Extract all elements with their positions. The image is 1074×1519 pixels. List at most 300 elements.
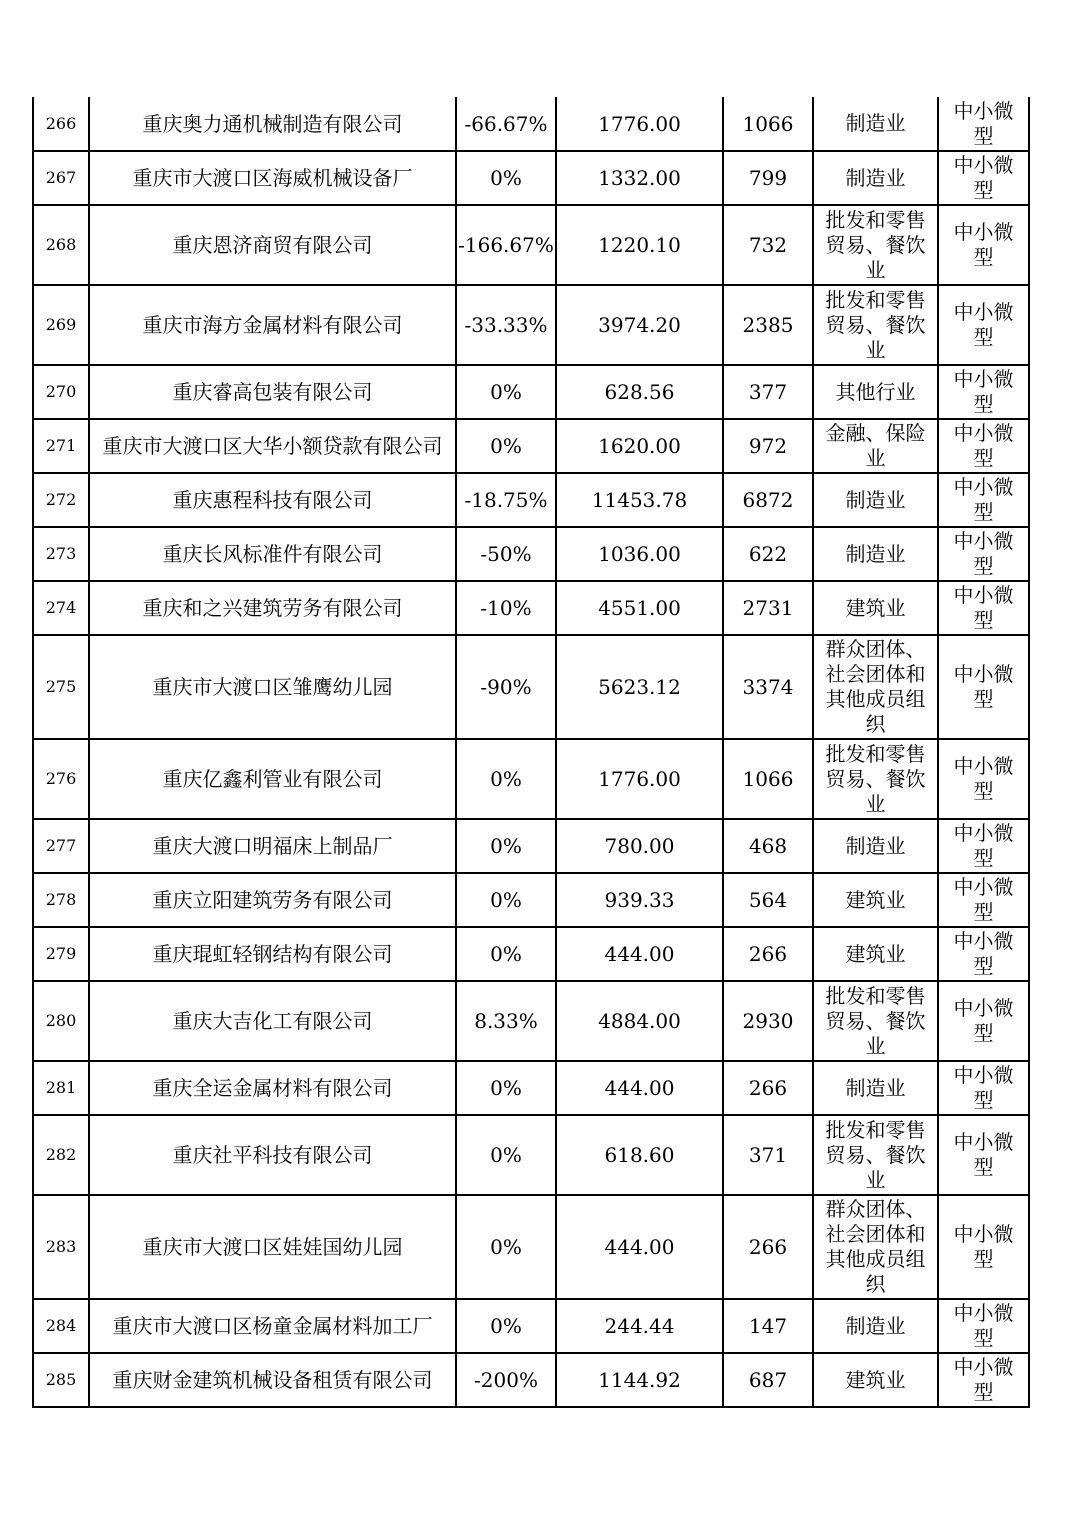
industry-category-cell <box>813 365 938 419</box>
industry-category-cell <box>813 1195 938 1299</box>
company-name: 重庆恩济商贸有限公司 <box>172 233 373 257</box>
company-name: 重庆社平科技有限公司 <box>172 1143 373 1167</box>
change-rate-cell <box>456 819 556 873</box>
table-row <box>33 739 1029 819</box>
change-rate-cell <box>456 285 556 365</box>
industry-category: 批发和零售贸易、餐饮业 <box>825 207 926 282</box>
company-name-cell <box>89 527 456 581</box>
enterprise-type-cell <box>938 419 1029 473</box>
company-name: 重庆和之兴建筑劳务有限公司 <box>142 596 403 620</box>
amount-value: 1332.00 <box>598 166 681 190</box>
company-name: 重庆全运金属材料有限公司 <box>152 1076 393 1100</box>
industry-category-cell <box>813 1115 938 1195</box>
industry-category-cell <box>813 739 938 819</box>
enterprise-type-cell <box>938 1115 1029 1195</box>
count-value: 732 <box>748 233 788 257</box>
table-row <box>33 927 1029 981</box>
company-name-cell <box>89 1299 456 1353</box>
enterprise-type: 中小微型 <box>953 875 1014 924</box>
company-name: 重庆惠程科技有限公司 <box>172 488 373 512</box>
enterprise-type: 中小微型 <box>953 1301 1014 1350</box>
table-row <box>33 1061 1029 1115</box>
company-name-cell <box>89 873 456 927</box>
count-value: 2930 <box>742 1009 794 1033</box>
amount-value-cell <box>556 927 723 981</box>
count-value: 3374 <box>742 675 794 699</box>
industry-category-cell <box>813 581 938 635</box>
row-number: 276 <box>45 769 77 788</box>
company-name-cell <box>89 819 456 873</box>
row-number-cell <box>33 739 89 819</box>
industry-category-cell <box>813 419 938 473</box>
row-number: 271 <box>45 436 77 455</box>
count-value-cell <box>723 97 813 151</box>
change-rate-cell <box>456 1299 556 1353</box>
company-name-cell <box>89 927 456 981</box>
row-number: 285 <box>45 1370 77 1389</box>
row-number: 284 <box>45 1316 77 1335</box>
change-rate: -166.67% <box>458 233 554 257</box>
enterprise-type-cell <box>938 1195 1029 1299</box>
industry-category: 制造业 <box>845 833 906 858</box>
company-name-cell <box>89 151 456 205</box>
enterprise-type: 中小微型 <box>953 1222 1014 1271</box>
industry-category-cell <box>813 151 938 205</box>
count-value: 2731 <box>742 596 794 620</box>
change-rate-cell <box>456 419 556 473</box>
amount-value: 444.00 <box>604 1076 675 1100</box>
count-value: 468 <box>748 834 788 858</box>
company-name-cell <box>89 419 456 473</box>
count-value: 371 <box>748 1143 788 1167</box>
company-name-cell <box>89 581 456 635</box>
count-value: 972 <box>748 434 788 458</box>
enterprise-type-cell <box>938 1299 1029 1353</box>
company-name: 重庆市大渡口区娃娃国幼儿园 <box>142 1235 403 1259</box>
company-name-cell <box>89 285 456 365</box>
enterprise-type: 中小微型 <box>953 662 1014 711</box>
enterprise-type: 中小微型 <box>953 754 1014 803</box>
count-value: 564 <box>748 888 788 912</box>
industry-category: 建筑业 <box>845 1367 906 1392</box>
row-number-cell <box>33 1061 89 1115</box>
industry-category: 群众团体、社会团体和其他成员组织 <box>825 637 926 736</box>
count-value: 1066 <box>742 767 794 791</box>
count-value-cell <box>723 1195 813 1299</box>
count-value-cell <box>723 527 813 581</box>
enterprise-type-cell <box>938 1353 1029 1407</box>
row-number-cell <box>33 981 89 1061</box>
change-rate: -50% <box>480 542 532 566</box>
amount-value: 618.60 <box>604 1143 675 1167</box>
amount-value: 244.44 <box>604 1314 675 1338</box>
company-name-cell <box>89 205 456 285</box>
row-number-cell <box>33 527 89 581</box>
company-name: 重庆市大渡口区杨童金属材料加工厂 <box>112 1314 433 1338</box>
table-row <box>33 1353 1029 1407</box>
change-rate: -33.33% <box>464 313 548 337</box>
company-name: 重庆大吉化工有限公司 <box>172 1009 373 1033</box>
amount-value: 628.56 <box>604 380 675 404</box>
row-number-cell <box>33 873 89 927</box>
row-number-cell <box>33 927 89 981</box>
change-rate-cell <box>456 473 556 527</box>
enterprise-type: 中小微型 <box>953 98 1014 148</box>
table-row <box>33 981 1029 1061</box>
table-row <box>33 819 1029 873</box>
enterprise-type-cell <box>938 527 1029 581</box>
row-number: 272 <box>45 490 77 509</box>
row-number-cell <box>33 151 89 205</box>
count-value: 266 <box>748 1235 788 1259</box>
enterprise-type: 中小微型 <box>953 583 1014 632</box>
document-table-sheet <box>32 97 1030 1408</box>
change-rate-cell <box>456 635 556 739</box>
amount-value: 1776.00 <box>598 111 681 136</box>
row-number: 279 <box>45 944 77 963</box>
enterprise-type-cell <box>938 873 1029 927</box>
amount-value-cell <box>556 97 723 151</box>
industry-category-cell <box>813 981 938 1061</box>
amount-value-cell <box>556 819 723 873</box>
industry-category: 批发和零售贸易、餐饮业 <box>825 741 926 816</box>
row-number-cell <box>33 1195 89 1299</box>
row-number: 280 <box>45 1011 77 1030</box>
industry-category: 制造业 <box>845 1313 906 1338</box>
enterprise-type: 中小微型 <box>953 367 1014 416</box>
change-rate: 0% <box>490 767 522 791</box>
change-rate-cell <box>456 1115 556 1195</box>
row-number-cell <box>33 473 89 527</box>
table-row <box>33 635 1029 739</box>
row-number-cell <box>33 365 89 419</box>
industry-category: 批发和零售贸易、餐饮业 <box>825 1117 926 1192</box>
company-name: 重庆立阳建筑劳务有限公司 <box>152 888 393 912</box>
change-rate: 0% <box>490 834 522 858</box>
industry-category: 批发和零售贸易、餐饮业 <box>825 287 926 362</box>
count-value: 622 <box>748 542 788 566</box>
enterprise-type-cell <box>938 205 1029 285</box>
enterprise-type-cell <box>938 819 1029 873</box>
industry-category-cell <box>813 97 938 151</box>
industry-category: 建筑业 <box>845 941 906 966</box>
enterprise-type-cell <box>938 365 1029 419</box>
company-name: 重庆亿鑫利管业有限公司 <box>162 767 383 791</box>
amount-value: 1620.00 <box>598 434 681 458</box>
row-number: 267 <box>45 168 77 187</box>
enterprise-type: 中小微型 <box>953 529 1014 578</box>
change-rate: 8.33% <box>474 1009 538 1033</box>
company-name-cell <box>89 1195 456 1299</box>
row-number-cell <box>33 581 89 635</box>
table-row <box>33 419 1029 473</box>
row-number-cell <box>33 635 89 739</box>
company-name: 重庆市海方金属材料有限公司 <box>142 313 403 337</box>
company-name-cell <box>89 981 456 1061</box>
industry-category: 建筑业 <box>845 887 906 912</box>
amount-value-cell <box>556 151 723 205</box>
amount-value: 4551.00 <box>598 596 681 620</box>
count-value-cell <box>723 151 813 205</box>
enterprise-type: 中小微型 <box>953 300 1014 349</box>
amount-value: 939.33 <box>604 888 675 912</box>
industry-category-cell <box>813 927 938 981</box>
count-value-cell <box>723 581 813 635</box>
row-number: 274 <box>45 598 77 617</box>
change-rate: 0% <box>490 380 522 404</box>
amount-value-cell <box>556 473 723 527</box>
industry-category-cell <box>813 873 938 927</box>
enterprise-type: 中小微型 <box>953 1130 1014 1179</box>
amount-value-cell <box>556 581 723 635</box>
row-number-cell <box>33 1115 89 1195</box>
company-name: 重庆市大渡口区大华小额贷款有限公司 <box>102 434 443 458</box>
industry-category: 群众团体、社会团体和其他成员组织 <box>825 1197 926 1296</box>
row-number: 277 <box>45 836 77 855</box>
count-value-cell <box>723 981 813 1061</box>
count-value: 147 <box>748 1314 788 1338</box>
change-rate-cell <box>456 151 556 205</box>
row-number-cell <box>33 819 89 873</box>
change-rate-cell <box>456 1195 556 1299</box>
count-value-cell <box>723 635 813 739</box>
company-name: 重庆市大渡口区海威机械设备厂 <box>132 166 413 190</box>
table-row <box>33 285 1029 365</box>
company-name: 重庆长风标准件有限公司 <box>162 542 383 566</box>
row-number: 266 <box>45 113 77 133</box>
enterprise-type: 中小微型 <box>953 153 1014 202</box>
table-row <box>33 1299 1029 1353</box>
change-rate: -200% <box>474 1368 538 1392</box>
count-value-cell <box>723 1115 813 1195</box>
enterprise-type-cell <box>938 739 1029 819</box>
industry-category-cell <box>813 1061 938 1115</box>
row-number: 268 <box>45 235 77 254</box>
enterprise-type-cell <box>938 581 1029 635</box>
company-name-cell <box>89 473 456 527</box>
change-rate: -90% <box>480 675 532 699</box>
industry-category: 制造业 <box>845 487 906 512</box>
amount-value-cell <box>556 1299 723 1353</box>
amount-value: 1144.92 <box>598 1368 681 1392</box>
count-value: 2385 <box>742 313 794 337</box>
table-body <box>33 97 1029 1407</box>
change-rate: 0% <box>490 1143 522 1167</box>
enterprise-type: 中小微型 <box>953 996 1014 1045</box>
enterprise-type: 中小微型 <box>953 929 1014 978</box>
table-row <box>33 1195 1029 1299</box>
amount-value: 3974.20 <box>598 313 681 337</box>
count-value: 377 <box>748 380 788 404</box>
industry-category-cell <box>813 527 938 581</box>
row-number: 269 <box>45 315 77 334</box>
count-value: 6872 <box>742 488 794 512</box>
count-value: 1066 <box>742 111 794 136</box>
amount-value: 1776.00 <box>598 767 681 791</box>
company-name-cell <box>89 365 456 419</box>
company-name: 重庆市大渡口区雏鹰幼儿园 <box>152 675 393 699</box>
industry-category-cell <box>813 1299 938 1353</box>
table-row <box>33 97 1029 151</box>
count-value-cell <box>723 1299 813 1353</box>
count-value-cell <box>723 873 813 927</box>
enterprise-type-cell <box>938 927 1029 981</box>
amount-value-cell <box>556 419 723 473</box>
amount-value-cell <box>556 365 723 419</box>
amount-value-cell <box>556 635 723 739</box>
change-rate: 0% <box>490 1076 522 1100</box>
enterprise-type-cell <box>938 151 1029 205</box>
company-name: 重庆奥力通机械制造有限公司 <box>142 111 403 136</box>
row-number-cell <box>33 1299 89 1353</box>
industry-category-cell <box>813 635 938 739</box>
count-value-cell <box>723 739 813 819</box>
industry-category-cell <box>813 1353 938 1407</box>
company-name-cell <box>89 1353 456 1407</box>
change-rate-cell <box>456 1353 556 1407</box>
enterprise-type: 中小微型 <box>953 421 1014 470</box>
table-row <box>33 473 1029 527</box>
change-rate: -10% <box>480 596 532 620</box>
amount-value-cell <box>556 1115 723 1195</box>
count-value-cell <box>723 365 813 419</box>
enterprise-type-cell <box>938 473 1029 527</box>
count-value-cell <box>723 285 813 365</box>
change-rate-cell <box>456 527 556 581</box>
count-value: 799 <box>748 166 788 190</box>
amount-value-cell <box>556 527 723 581</box>
row-number: 281 <box>45 1078 77 1097</box>
change-rate-cell <box>456 365 556 419</box>
count-value: 266 <box>748 1076 788 1100</box>
industry-category: 制造业 <box>845 541 906 566</box>
change-rate-cell <box>456 1061 556 1115</box>
enterprise-type-cell <box>938 285 1029 365</box>
amount-value-cell <box>556 873 723 927</box>
count-value-cell <box>723 1061 813 1115</box>
industry-category: 建筑业 <box>845 595 906 620</box>
count-value: 266 <box>748 942 788 966</box>
company-name-cell <box>89 739 456 819</box>
enterprise-type: 中小微型 <box>953 1355 1014 1404</box>
enterprise-type-cell <box>938 635 1029 739</box>
industry-category: 制造业 <box>845 111 906 135</box>
amount-value: 1036.00 <box>598 542 681 566</box>
change-rate-cell <box>456 981 556 1061</box>
industry-category-cell <box>813 285 938 365</box>
table-row <box>33 151 1029 205</box>
enterprise-type-cell <box>938 981 1029 1061</box>
industry-category-cell <box>813 473 938 527</box>
row-number-cell <box>33 1353 89 1407</box>
amount-value: 4884.00 <box>598 1009 681 1033</box>
table-row <box>33 873 1029 927</box>
change-rate-cell <box>456 97 556 151</box>
industry-category-cell <box>813 819 938 873</box>
amount-value: 444.00 <box>604 942 675 966</box>
change-rate: 0% <box>490 166 522 190</box>
count-value-cell <box>723 1353 813 1407</box>
count-value: 687 <box>748 1368 788 1392</box>
amount-value: 780.00 <box>604 834 675 858</box>
company-table <box>32 97 1030 1408</box>
count-value-cell <box>723 819 813 873</box>
row-number-cell <box>33 419 89 473</box>
enterprise-type-cell <box>938 1061 1029 1115</box>
enterprise-type: 中小微型 <box>953 220 1014 269</box>
change-rate-cell <box>456 739 556 819</box>
enterprise-type: 中小微型 <box>953 1063 1014 1112</box>
amount-value-cell <box>556 1061 723 1115</box>
change-rate: -18.75% <box>464 488 548 512</box>
industry-category-cell <box>813 205 938 285</box>
change-rate: -66.67% <box>464 111 548 136</box>
row-number: 273 <box>45 544 77 563</box>
row-number-cell <box>33 205 89 285</box>
row-number-cell <box>33 97 89 151</box>
change-rate: 0% <box>490 434 522 458</box>
change-rate: 0% <box>490 1235 522 1259</box>
row-number: 270 <box>45 382 77 401</box>
change-rate: 0% <box>490 1314 522 1338</box>
row-number: 278 <box>45 890 77 909</box>
count-value-cell <box>723 205 813 285</box>
table-row <box>33 1115 1029 1195</box>
company-name: 重庆睿高包装有限公司 <box>172 380 373 404</box>
amount-value-cell <box>556 1195 723 1299</box>
table-row <box>33 527 1029 581</box>
table-row <box>33 365 1029 419</box>
change-rate: 0% <box>490 888 522 912</box>
row-number: 283 <box>45 1237 77 1256</box>
company-name-cell <box>89 97 456 151</box>
table-row <box>33 205 1029 285</box>
amount-value: 1220.10 <box>598 233 681 257</box>
company-name: 重庆琨虹轻钢结构有限公司 <box>152 942 393 966</box>
company-name: 重庆财金建筑机械设备租赁有限公司 <box>112 1368 433 1392</box>
enterprise-type: 中小微型 <box>953 475 1014 524</box>
enterprise-type: 中小微型 <box>953 821 1014 870</box>
amount-value-cell <box>556 739 723 819</box>
company-name-cell <box>89 1115 456 1195</box>
change-rate-cell <box>456 205 556 285</box>
count-value-cell <box>723 927 813 981</box>
industry-category: 金融、保险业 <box>825 421 926 470</box>
amount-value-cell <box>556 1353 723 1407</box>
amount-value-cell <box>556 981 723 1061</box>
enterprise-type-cell <box>938 97 1029 151</box>
amount-value: 5623.12 <box>598 675 681 699</box>
change-rate-cell <box>456 927 556 981</box>
amount-value: 444.00 <box>604 1235 675 1259</box>
company-name-cell <box>89 1061 456 1115</box>
count-value-cell <box>723 473 813 527</box>
row-number-cell <box>33 285 89 365</box>
amount-value: 11453.78 <box>591 488 688 512</box>
industry-category: 批发和零售贸易、餐饮业 <box>825 983 926 1058</box>
change-rate: 0% <box>490 942 522 966</box>
table-row <box>33 581 1029 635</box>
industry-category: 其他行业 <box>835 379 916 404</box>
industry-category: 制造业 <box>845 1075 906 1100</box>
amount-value-cell <box>556 285 723 365</box>
industry-category: 制造业 <box>845 165 906 190</box>
company-name: 重庆大渡口明福床上制品厂 <box>152 834 393 858</box>
change-rate-cell <box>456 873 556 927</box>
count-value-cell <box>723 419 813 473</box>
change-rate-cell <box>456 581 556 635</box>
row-number: 282 <box>45 1145 77 1164</box>
